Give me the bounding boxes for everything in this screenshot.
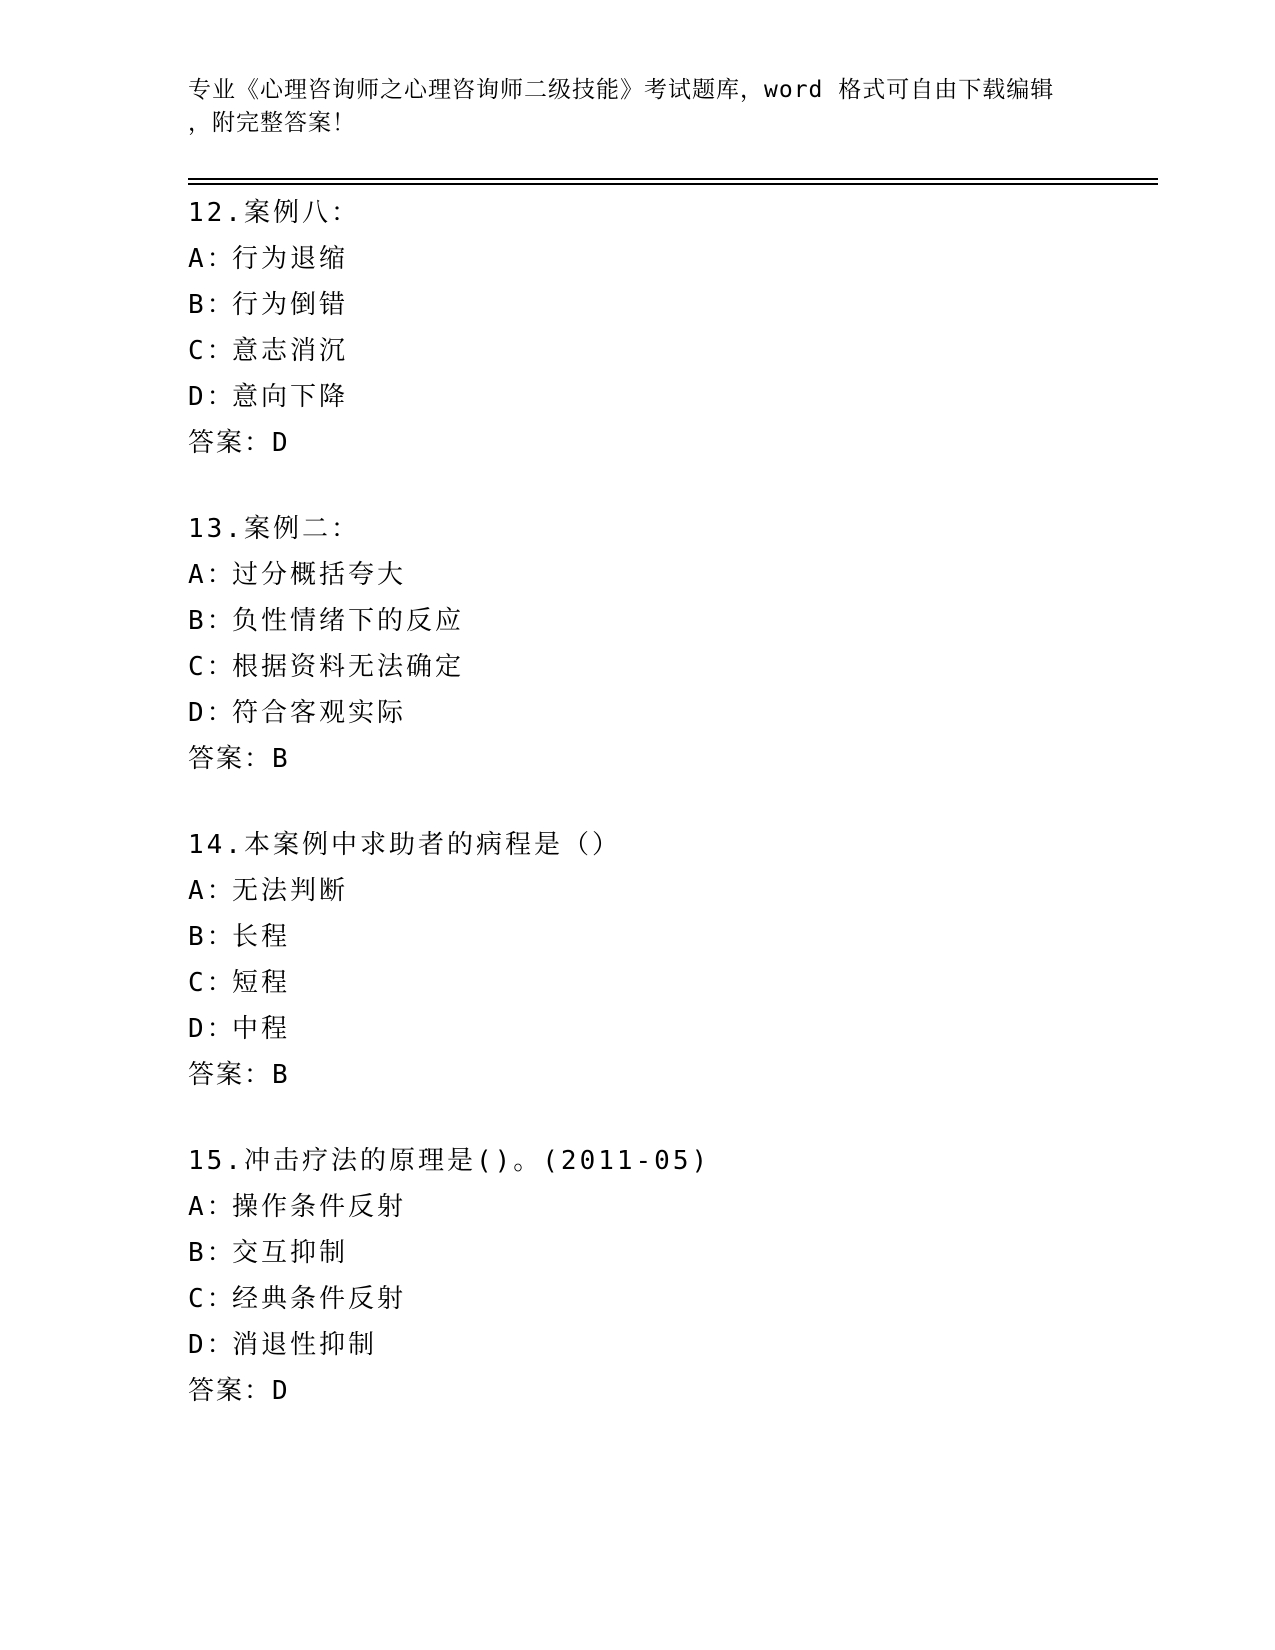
header-divider-bottom bbox=[188, 183, 1158, 185]
answer-label: 答案：B bbox=[188, 1060, 290, 1090]
option-text: 交互抑制 bbox=[232, 1238, 349, 1268]
option-d bbox=[188, 690, 1148, 736]
option-letter: C： bbox=[188, 968, 236, 998]
option-letter: B： bbox=[188, 290, 236, 320]
option-text: 负性情绪下的反应 bbox=[232, 606, 465, 636]
option-text: 长程 bbox=[232, 922, 291, 952]
answer-label: 答案：D bbox=[188, 428, 290, 458]
option-c bbox=[188, 1276, 1148, 1322]
option-letter: D： bbox=[188, 1014, 236, 1044]
document-header bbox=[188, 74, 1088, 140]
option-letter: C： bbox=[188, 1284, 236, 1314]
option-text: 符合客观实际 bbox=[232, 698, 407, 728]
option-d bbox=[188, 1322, 1148, 1368]
option-c bbox=[188, 644, 1148, 690]
option-text: 意志消沉 bbox=[232, 336, 349, 366]
option-letter: D： bbox=[188, 382, 236, 412]
option-text: 消退性抑制 bbox=[232, 1330, 378, 1360]
option-letter: A： bbox=[188, 560, 236, 590]
option-letter: C： bbox=[188, 652, 236, 682]
question-14 bbox=[188, 822, 1148, 1098]
question-title: 12.案例八： bbox=[188, 198, 360, 228]
option-letter: B： bbox=[188, 922, 236, 952]
header-line-2: ，附完整答案！ bbox=[188, 110, 356, 136]
option-letter: C： bbox=[188, 336, 236, 366]
option-letter: B： bbox=[188, 606, 236, 636]
question-list bbox=[188, 190, 1148, 1454]
option-text: 行为倒错 bbox=[232, 290, 349, 320]
question-title: 13.案例二： bbox=[188, 514, 360, 544]
question-15 bbox=[188, 1138, 1148, 1414]
option-b bbox=[188, 282, 1148, 328]
option-letter: A： bbox=[188, 1192, 236, 1222]
option-d bbox=[188, 374, 1148, 420]
option-letter: B： bbox=[188, 1238, 236, 1268]
header-divider-top bbox=[188, 178, 1158, 180]
header-line-1: 专业《心理咨询师之心理咨询师二级技能》考试题库，word 格式可自由下载编辑 bbox=[188, 77, 1055, 103]
option-text: 意向下降 bbox=[232, 382, 349, 412]
option-b bbox=[188, 598, 1148, 644]
option-d bbox=[188, 1006, 1148, 1052]
option-text: 行为退缩 bbox=[232, 244, 349, 274]
option-c bbox=[188, 960, 1148, 1006]
option-text: 短程 bbox=[232, 968, 291, 998]
question-title: 14.本案例中求助者的病程是（） bbox=[188, 830, 621, 860]
option-letter: D： bbox=[188, 698, 236, 728]
option-text: 无法判断 bbox=[232, 876, 349, 906]
option-letter: D： bbox=[188, 1330, 236, 1360]
question-13 bbox=[188, 506, 1148, 782]
option-text: 经典条件反射 bbox=[232, 1284, 407, 1314]
question-12 bbox=[188, 190, 1148, 466]
answer-label: 答案：B bbox=[188, 744, 290, 774]
option-a bbox=[188, 236, 1148, 282]
option-b bbox=[188, 914, 1148, 960]
option-text: 过分概括夸大 bbox=[232, 560, 407, 590]
option-a bbox=[188, 868, 1148, 914]
option-letter: A： bbox=[188, 876, 236, 906]
option-text: 操作条件反射 bbox=[232, 1192, 407, 1222]
question-title: 15.冲击疗法的原理是()。(2011-05) bbox=[188, 1146, 711, 1176]
option-c bbox=[188, 328, 1148, 374]
option-text: 根据资料无法确定 bbox=[232, 652, 465, 682]
option-text: 中程 bbox=[232, 1014, 291, 1044]
answer-label: 答案：D bbox=[188, 1376, 290, 1406]
option-b bbox=[188, 1230, 1148, 1276]
option-a bbox=[188, 1184, 1148, 1230]
option-letter: A： bbox=[188, 244, 236, 274]
option-a bbox=[188, 552, 1148, 598]
